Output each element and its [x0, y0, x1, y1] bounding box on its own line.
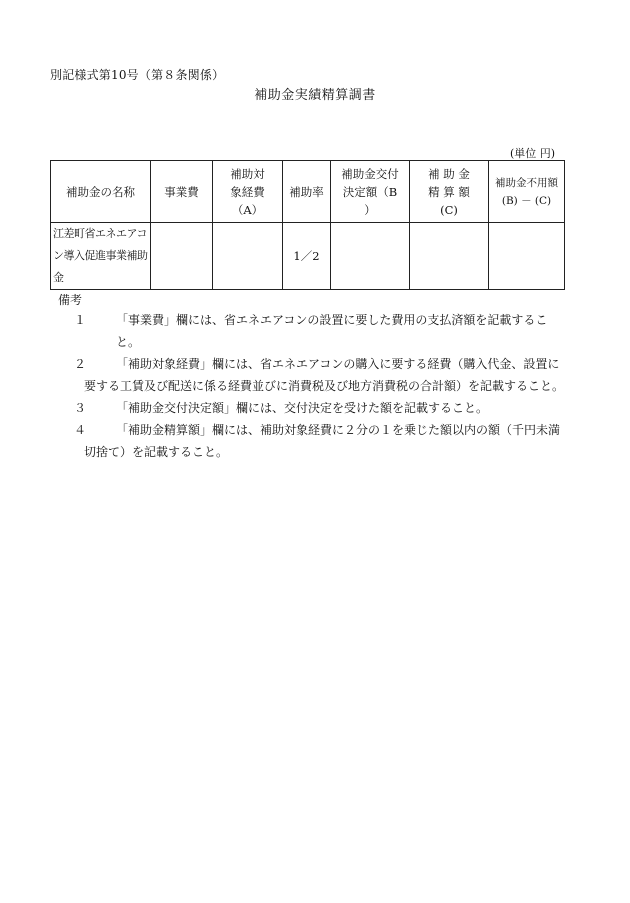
notes-heading: 備考 — [58, 293, 83, 307]
note-item — [50, 397, 570, 419]
cell-project-cost — [151, 223, 213, 290]
note-text: 「事業費」欄には、省エネエアコンの設置に要した費用の支払済額を記載すること。 — [116, 313, 548, 349]
note-text: 「補助金精算額」欄には、補助対象経費に２分の１を乗じた額以内の額（千円未満切捨て）を記載すること。 — [84, 423, 561, 459]
cell-eligible-cost — [213, 223, 283, 290]
header-subsidy-name: 補助金の名称 — [51, 161, 151, 223]
note-text: 「補助対象経費」欄には、省エネエアコンの購入に要する経費（購入代金、設置に要する工賃及び配送に係る経費並びに消費税及び地方消費税の合計額）を記載すること。 — [84, 357, 565, 393]
cell-subsidy-rate: 1／2 — [283, 223, 331, 290]
note-number: ４ — [74, 423, 87, 437]
cell-settled-amount — [410, 223, 489, 290]
cell-subsidy-name: 江差町省エネエアコ ン導入促進事業補助 金 — [51, 223, 151, 290]
table-header-row — [51, 161, 565, 223]
unit-label: (単位 円) — [510, 147, 556, 160]
notes-section — [50, 291, 570, 463]
cell-decided-amount — [331, 223, 410, 290]
table-row — [51, 223, 565, 290]
header-eligible-cost: 補助対 象経費 （A） — [213, 161, 283, 223]
note-item — [50, 309, 570, 353]
header-decided-amount: 補助金交付 決定額（B ） — [331, 161, 410, 223]
header-project-cost: 事業費 — [151, 161, 213, 223]
form-number: 別記様式第10号（第８条関係） — [50, 68, 225, 82]
cell-unused-amount — [489, 223, 565, 290]
header-settled-amount: 補 助 金 精 算 額 (C) — [410, 161, 489, 223]
document-title: 補助金実績精算調書 — [254, 88, 376, 103]
note-text: 「補助金交付決定額」欄には、交付決定を受けた額を記載すること。 — [116, 401, 489, 415]
note-number: １ — [74, 313, 87, 327]
note-number: ３ — [74, 401, 87, 415]
note-item — [50, 419, 570, 463]
note-number: ２ — [74, 357, 87, 371]
header-subsidy-rate: 補助率 — [283, 161, 331, 223]
header-unused-amount: 補助金不用額 (B) － (C) — [489, 161, 565, 223]
note-item — [50, 353, 570, 397]
settlement-table — [50, 160, 565, 290]
